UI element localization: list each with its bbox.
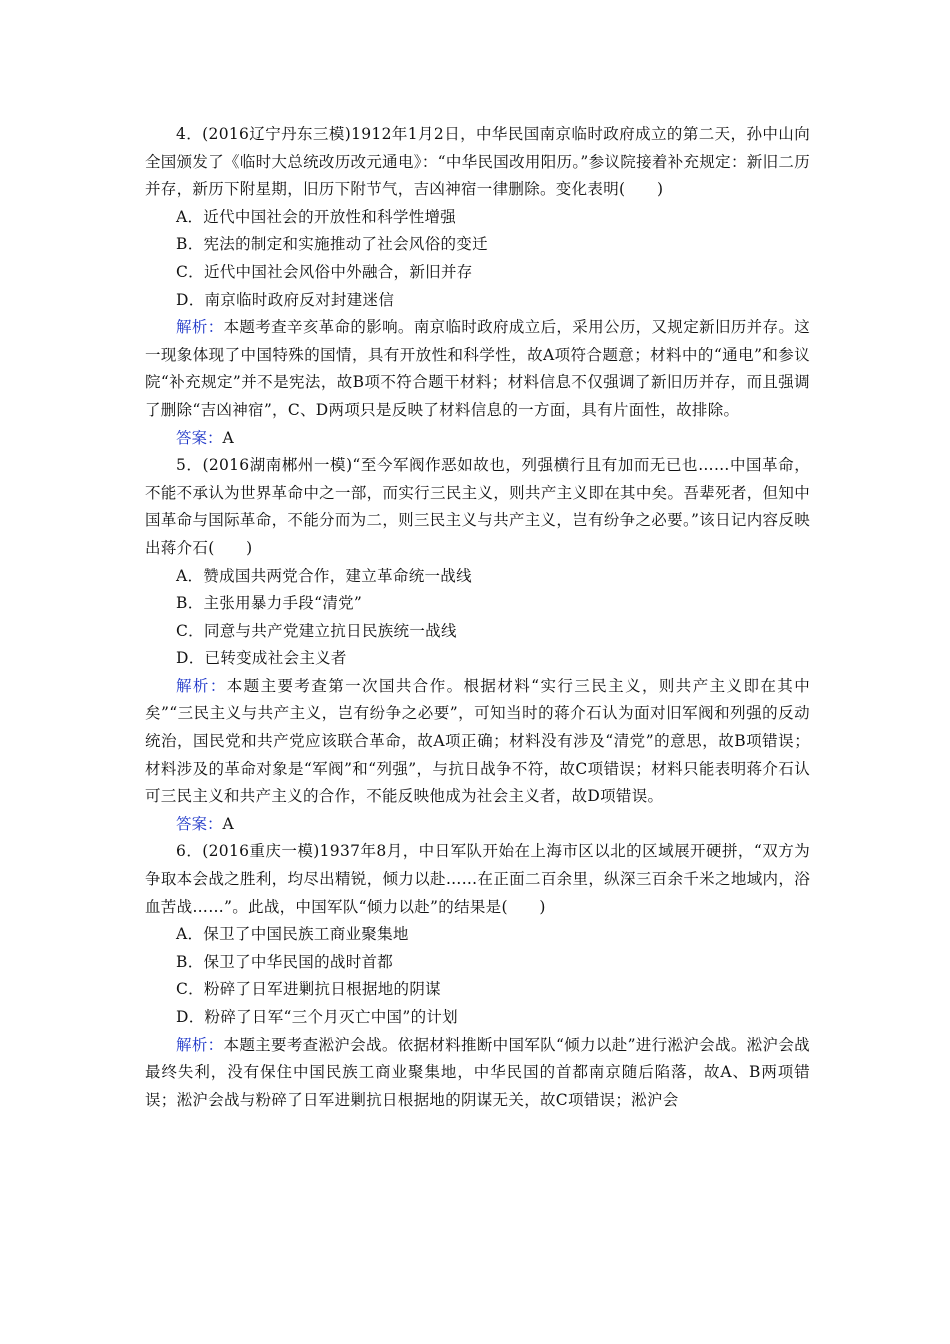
answer-label: 答案： bbox=[176, 428, 223, 447]
question-stem: 4．(2016辽宁丹东三模)1912年1月2日，中华民国南京临时政府成立的第二天，孙中山向全国颁发了《临时大总统改历改元通电》：“中华民国改用阳历。”参议院接着补充规定：新旧二历并存，新历下附星期，旧历下附节气，吉凶神宿一律删除。变化表明( ) bbox=[145, 125, 810, 199]
analysis-text: 本题主要考查淞沪会战。依据材料推断中国军队“倾力以赴”进行淞沪会战。淞沪会战最终失利，没有保住中国民族工商业聚集地，中华民国的首都南京随后陷落，故A、B两项错误；淞沪会战与粉碎了日军进剿抗日根据地的阴谋无关，故C项错误；淞沪会 bbox=[145, 1035, 810, 1109]
option-c: C．同意与共产党建立抗日民族统一战线 bbox=[176, 621, 457, 640]
option-c: C．粉碎了日军进剿抗日根据地的阴谋 bbox=[176, 980, 441, 999]
analysis-label: 解析： bbox=[176, 1035, 224, 1054]
answer bbox=[145, 425, 810, 453]
answer-value: A bbox=[222, 428, 234, 447]
option-a: A．近代中国社会的开放性和科学性增强 bbox=[176, 207, 457, 226]
option-b: B．保卫了中华民国的战时首都 bbox=[176, 952, 394, 971]
option-d: D．粉碎了日军“三个月灭亡中国”的计划 bbox=[176, 1008, 458, 1026]
question-stem: 6．(2016重庆一模)1937年8月，中日军队开始在上海市区以北的区域展开硬拼，“双方为争取本会战之胜利，均尽出精锐，倾力以赴……在正面二百余里，纵深三百余千米之地域内，浴血苦战……”。此战，中国军队“倾力以赴”的结果是( ) bbox=[145, 842, 810, 916]
option-b: B．宪法的制定和实施推动了社会风俗的变迁 bbox=[176, 235, 488, 254]
analysis bbox=[145, 673, 810, 811]
analysis bbox=[145, 1032, 810, 1115]
analysis-text: 本题主要考查第一次国共合作。根据材料“实行三民主义，则共产主义即在其中矣”“三民主义与共产主义，岂有纷争之必要”，可知当时的蒋介石认为面对旧军阀和列强的反动统治，国民党和共产党应该联合革命，故A项正确；材料没有涉及“清党”的意思，故B项错误；材料涉及的革命对象是“军阀”和“列强”，与抗日战争不符，故C项错误；材料只能表明蒋介石认可三民主义和共产主义的合作，不能反映他成为社会主义者，故D项错误。 bbox=[145, 676, 810, 806]
option-c: C．近代中国社会风俗中外融合，新旧并存 bbox=[176, 262, 473, 281]
option-d: D．已转变成社会主义者 bbox=[176, 649, 347, 668]
analysis bbox=[145, 314, 810, 424]
answer bbox=[145, 811, 810, 839]
option-a: A．赞成国共两党合作，建立革命统一战线 bbox=[176, 566, 472, 585]
question-6 bbox=[145, 838, 810, 1114]
analysis-text: 本题考查辛亥革命的影响。南京临时政府成立后，采用公历，又规定新旧历并存。这一现象体现了中国特殊的国情，具有开放性和科学性，故A项符合题意；材料中的“通电”和参议院“补充规定”并不是宪法，故B项不符合题干材料；材料信息不仅强调了新旧历并存，而且强调了删除“吉凶神宿”，C、D两项只是反映了材料信息的一方面，具有片面性，故排除。 bbox=[145, 318, 810, 419]
option-a: A．保卫了中国民族工商业聚集地 bbox=[176, 925, 409, 944]
option-b: B．主张用暴力手段“清党” bbox=[176, 594, 363, 613]
answer-value: A bbox=[222, 814, 234, 833]
question-stem: 5．(2016湖南郴州一模)“至今军阀作恶如故也，列强横行且有加而无已也……中国革命，不能不承认为世界革命中之一部，而实行三民主义，则共产主义即在其中矣。吾辈死者，但知中国革命与国际革命，不能分而为二，则三民主义与共产主义，岂有纷争之必要。”该日记内容反映出蒋介石( ) bbox=[145, 456, 810, 557]
answer-label: 答案： bbox=[176, 814, 223, 833]
analysis-label: 解析： bbox=[176, 318, 224, 337]
option-d: D．南京临时政府反对封建迷信 bbox=[176, 290, 395, 309]
document-page bbox=[145, 121, 810, 1114]
question-5 bbox=[145, 452, 810, 838]
analysis-label: 解析： bbox=[176, 676, 227, 695]
question-4 bbox=[145, 121, 810, 452]
